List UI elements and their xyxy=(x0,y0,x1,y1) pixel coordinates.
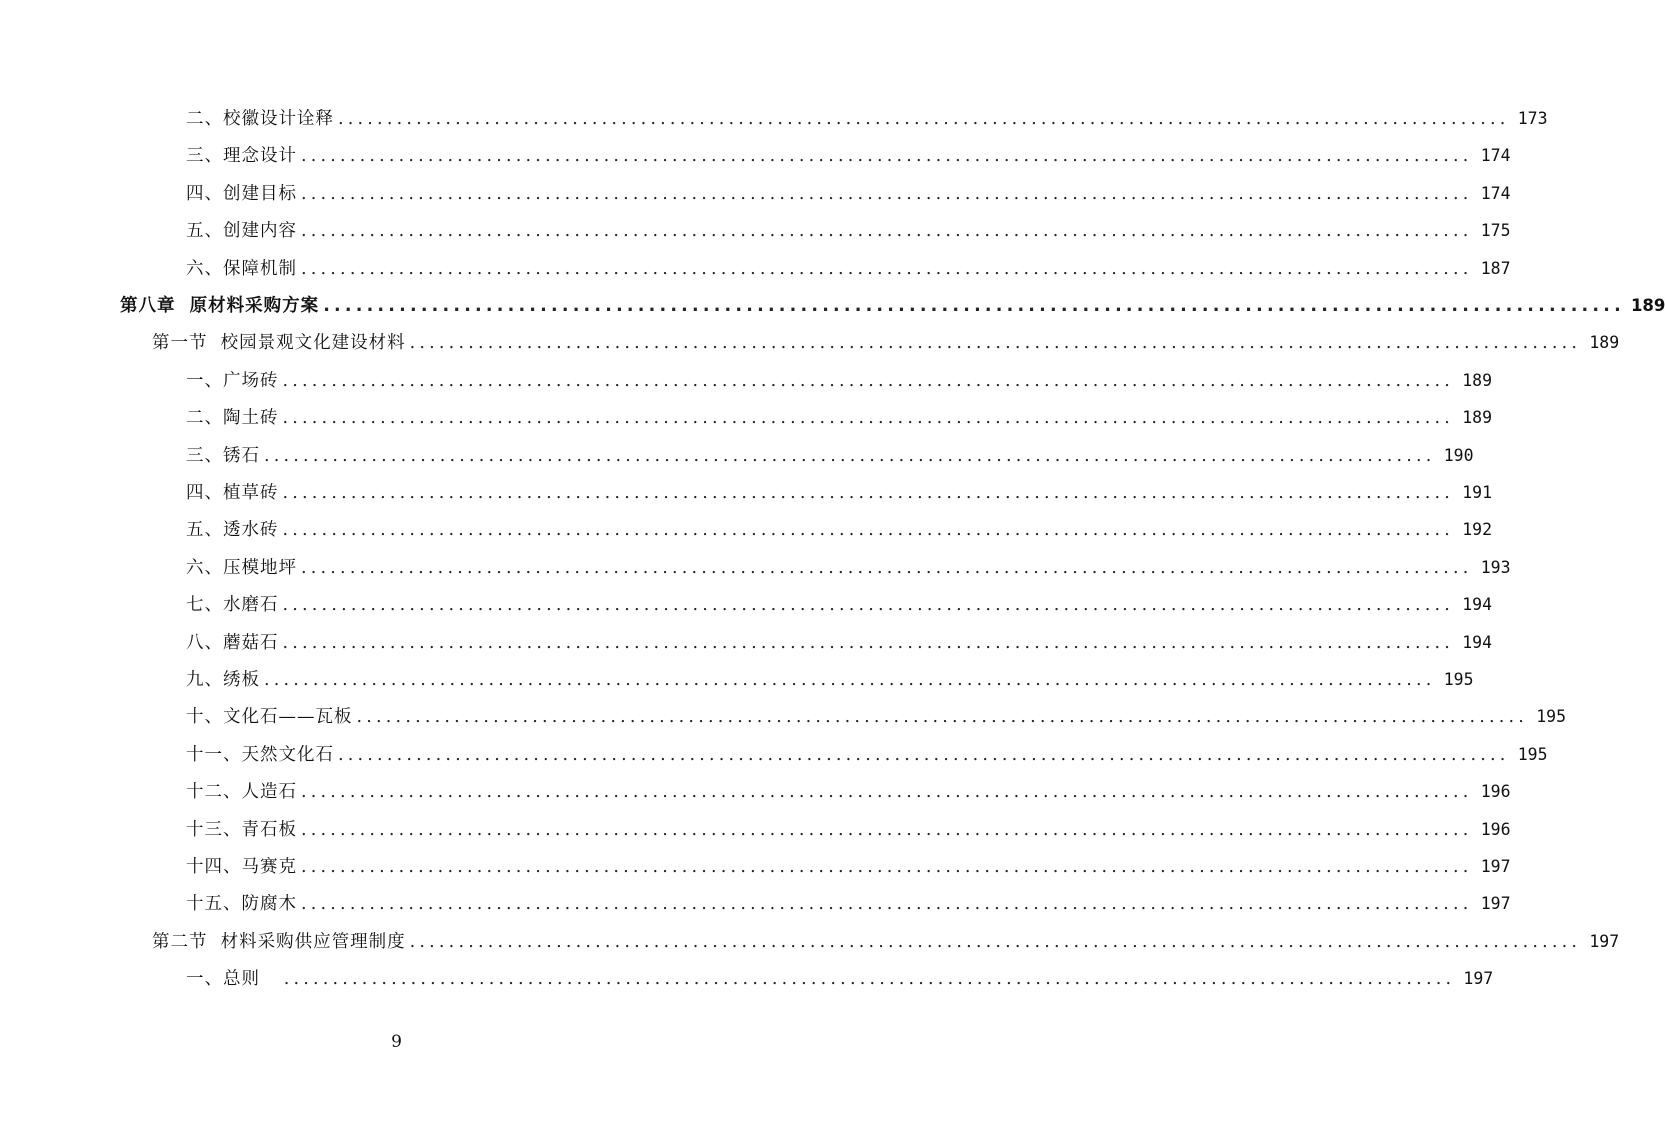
toc-entry-page: 187 xyxy=(1480,259,1511,278)
toc-entry-title: 二、校徽设计诠释 xyxy=(186,109,334,129)
toc-dot-leader: ........................................................................................................................ xyxy=(338,109,1510,129)
toc-entry-page: 189 xyxy=(1630,296,1665,315)
toc-dot-leader: ........................................................................................................................ xyxy=(323,296,1625,316)
toc-entry-page: 197 xyxy=(1480,857,1511,876)
toc-entry-page: 195 xyxy=(1536,707,1567,726)
toc-entry-title: 三、理念设计 xyxy=(186,146,297,166)
toc-entry-page: 189 xyxy=(1462,408,1493,427)
toc-entry[interactable] xyxy=(186,368,1493,394)
toc-dot-leader: ........................................................................................................................ xyxy=(282,633,1455,653)
toc-entry-page: 174 xyxy=(1480,146,1511,165)
toc-dot-leader: ........................................................................................................................ xyxy=(282,408,1455,428)
toc-dot-leader: ........................................................................................................................ xyxy=(301,221,1473,241)
toc-entry-title: 十、文化石——瓦板 xyxy=(186,707,353,727)
toc-entry-page: 197 xyxy=(1589,932,1620,951)
toc-entry[interactable] xyxy=(186,667,1474,693)
toc-entry[interactable] xyxy=(186,592,1493,618)
toc-entry[interactable] xyxy=(186,443,1474,469)
toc-entry-title: 第一节 校园景观文化建设材料 xyxy=(152,333,406,353)
toc-entry-page: 197 xyxy=(1463,969,1494,988)
toc-entry[interactable] xyxy=(186,891,1511,917)
toc-entry-title: 十二、人造石 xyxy=(186,782,297,802)
toc-entry-title: 八、蘑菇石 xyxy=(186,633,279,653)
toc-entry[interactable] xyxy=(152,330,1620,356)
toc-entry-title: 一、总则 xyxy=(186,969,280,989)
toc-entry-title: 六、保障机制 xyxy=(186,259,297,279)
toc-entry-title: 四、植草砖 xyxy=(186,483,279,503)
toc-dot-leader: ........................................................................................................................ xyxy=(301,820,1473,840)
toc-dot-leader: ........................................................................................................................ xyxy=(264,446,1436,466)
toc-entry[interactable] xyxy=(186,517,1493,543)
toc-dot-leader: ........................................................................................................................ xyxy=(283,969,1456,989)
toc-entry-title: 十一、天然文化石 xyxy=(186,745,334,765)
toc-entry-page: 195 xyxy=(1443,670,1474,689)
toc-entry[interactable] xyxy=(186,854,1511,880)
toc-entry-page: 192 xyxy=(1462,520,1493,539)
toc-dot-leader: ........................................................................................................................ xyxy=(282,520,1455,540)
toc-entry[interactable] xyxy=(186,405,1493,431)
toc-dot-leader: ........................................................................................................................ xyxy=(409,333,1582,353)
toc-entry[interactable] xyxy=(186,779,1511,805)
toc-dot-leader: ........................................................................................................................ xyxy=(301,857,1473,877)
toc-entry-title: 三、锈石 xyxy=(186,446,260,466)
toc-entry[interactable] xyxy=(186,106,1548,132)
toc-entry-title: 九、绣板 xyxy=(186,670,260,690)
toc-entry-title: 七、水磨石 xyxy=(186,595,279,615)
toc-entry[interactable] xyxy=(186,704,1567,730)
toc-entry-title: 十四、马赛克 xyxy=(186,857,297,877)
toc-entry-title: 第八章 原材料采购方案 xyxy=(120,296,320,316)
toc-dot-leader: ........................................................................................................................ xyxy=(301,782,1473,802)
toc-entry-page: 194 xyxy=(1462,595,1493,614)
toc-dot-leader: ........................................................................................................................ xyxy=(301,184,1473,204)
toc-entry-page: 191 xyxy=(1462,483,1493,502)
toc-dot-leader: ........................................................................................................................ xyxy=(409,932,1582,952)
toc-dot-leader: ........................................................................................................................ xyxy=(301,259,1473,279)
toc-dot-leader: ........................................................................................................................ xyxy=(356,707,1529,727)
toc-entry-title: 第二节 材料采购供应管理制度 xyxy=(152,932,406,952)
toc-entry[interactable] xyxy=(186,181,1511,207)
toc-entry[interactable] xyxy=(186,256,1511,282)
toc-entry[interactable] xyxy=(186,555,1511,581)
toc-entry-title: 五、透水砖 xyxy=(186,520,279,540)
toc-dot-leader: ........................................................................................................................ xyxy=(282,483,1455,503)
toc-entry-page: 196 xyxy=(1480,782,1511,801)
toc-entry[interactable] xyxy=(186,143,1511,169)
toc-entry-page: 175 xyxy=(1480,221,1511,240)
toc-entry-title: 十五、防腐木 xyxy=(186,894,297,914)
toc-entry[interactable] xyxy=(186,630,1493,656)
toc-dot-leader: ........................................................................................................................ xyxy=(301,146,1473,166)
toc-entry-page: 174 xyxy=(1480,184,1511,203)
toc-entry-page: 196 xyxy=(1480,820,1511,839)
toc-entry-title: 五、创建内容 xyxy=(186,221,297,241)
toc-entry-title: 六、压模地坪 xyxy=(186,558,297,578)
toc-entry[interactable] xyxy=(186,817,1511,843)
toc-entry[interactable] xyxy=(186,480,1493,506)
toc-entry-title: 一、广场砖 xyxy=(186,371,279,391)
toc-entry[interactable] xyxy=(186,966,1494,992)
toc-dot-leader: ........................................................................................................................ xyxy=(282,371,1455,391)
page-number: 9 xyxy=(391,1032,402,1052)
toc-entry-title: 十三、青石板 xyxy=(186,820,297,840)
toc-dot-leader: ........................................................................................................................ xyxy=(282,595,1455,615)
toc-entry[interactable] xyxy=(152,929,1620,955)
toc-dot-leader: ........................................................................................................................ xyxy=(301,558,1473,578)
toc-entry-page: 194 xyxy=(1462,633,1493,652)
toc-entry-page: 189 xyxy=(1462,371,1493,390)
toc-entry[interactable] xyxy=(186,742,1548,768)
toc-entry-page: 173 xyxy=(1517,109,1548,128)
toc-dot-leader: ........................................................................................................................ xyxy=(264,670,1436,690)
toc-entry-page: 189 xyxy=(1589,333,1620,352)
toc-entry-page: 190 xyxy=(1443,446,1474,465)
toc-entry-page: 197 xyxy=(1480,894,1511,913)
toc-entry-page: 193 xyxy=(1480,558,1511,577)
toc-entry-page: 195 xyxy=(1517,745,1548,764)
toc-entry[interactable] xyxy=(120,293,1665,319)
toc-dot-leader: ........................................................................................................................ xyxy=(338,745,1510,765)
toc-dot-leader: ........................................................................................................................ xyxy=(301,894,1473,914)
toc-entry-title: 四、创建目标 xyxy=(186,184,297,204)
toc-entry[interactable] xyxy=(186,218,1511,244)
toc-entry-title: 二、陶土砖 xyxy=(186,408,279,428)
